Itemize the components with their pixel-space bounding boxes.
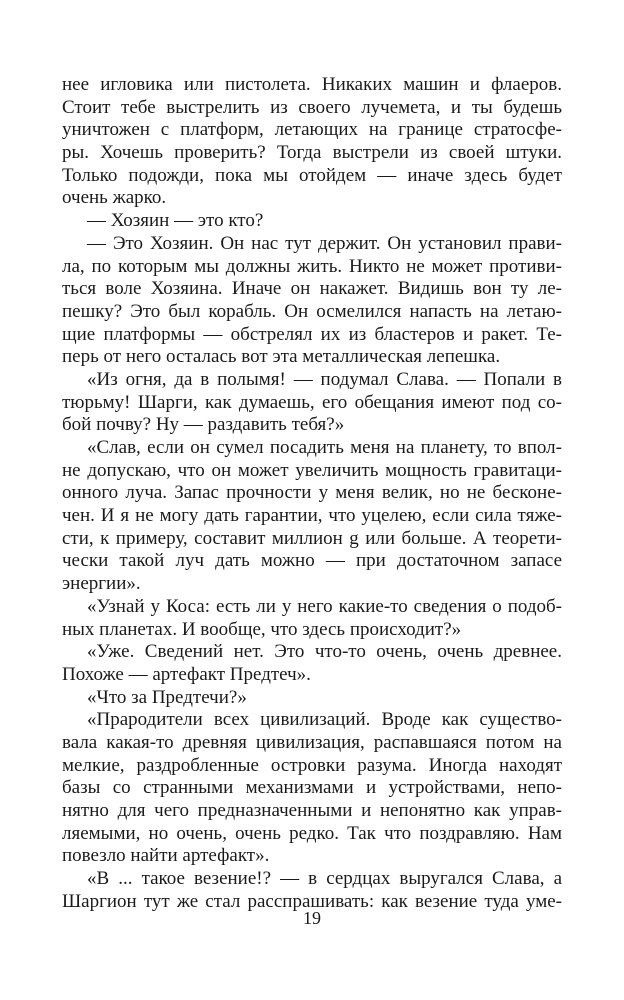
text-line: бой почву? Ну — раздавить тебя?» [62,414,345,436]
text-line: нятно для чего предназначенными и непонятно как управ- [62,800,562,821]
text-line: «Из огня, да в полымя! — подумал Слава. — Попали в [87,368,562,390]
text-line: Шаргион тут же стал расспрашивать: как везение туда уме- [62,890,562,912]
page-number: 19 [303,908,321,928]
text-line: «В ... такое везение!? — в сердцах выругался Слава, а [87,868,562,890]
page-body [62,74,562,913]
text-line: ла, по которым мы должны жить. Никто не может противи- [62,255,562,277]
text-line: — Хозяин — это кто? [87,210,264,232]
text-line: щие платформы — обстрелял их из бластеров и ракет. Те- [62,323,562,345]
text-line: чески такой луч дать можно — при достаточном запасе [62,550,562,572]
text-line: «Уже. Сведений нет. Это что-то очень, очень древнее. [87,641,562,663]
text-line: онного луча. Запас прочности у меня велик, но не бесконе- [62,482,562,504]
text-line: ры. Хочешь проверить? Тогда выстрели из своей штуки. [62,142,562,164]
text-line: ляемыми, но очень, очень редко. Так что поздравляю. Нам [62,822,562,844]
text-line: очень жарко. [62,187,167,209]
text-line: мелкие, раздробленные островки разума. Иногда находят [62,754,562,776]
text-line: чен. И я не могу дать гарантии, что уцелею, если сила тяже- [62,505,562,527]
text-line: не допускаю, что он может увеличить мощность гравитаци- [62,459,562,481]
text-line: уничтожен с платформ, летающих на границе стратосфе- [62,119,562,141]
text-line: тюрьму! Шарги, как думаешь, его обещания имеют под со- [62,391,562,413]
text-line: — Это Хозяин. Он нас тут держит. Он установил прави- [87,232,562,254]
text-line: повезло найти артефакт». [62,845,270,867]
text-line: Только подожди, пока мы отойдем — иначе здесь будет [62,164,562,186]
text-line: ных планетах. И вообще, что здесь происходит?» [62,618,462,640]
text-line: энергии». [62,573,141,595]
text-line: пешку? Это был корабль. Он осмелился напасть на летаю- [62,300,562,322]
text-line: сти, к примеру, составит миллион g или больше. А теорети- [62,527,562,549]
text-line: Похоже — артефакт Предтеч». [62,663,311,685]
text-line: «Слав, если он сумел посадить меня на планету, то впол- [87,437,562,458]
text-line: перь от него осталась вот эта металлическая лепешка. [62,346,501,368]
text-line: вала какая-то древняя цивилизация, распавшаяся потом на [62,731,562,753]
text-line: нее игловика или пистолета. Никаких машин и флаеров. [62,74,562,95]
text-line: «Узнай у Коса: есть ли у него какие-то сведения о подоб- [87,595,562,617]
text-line: базы со странными механизмами и устройствами, непо- [62,777,562,799]
text-line: «Прародители всех цивилизаций. Вроде как существо- [87,709,562,731]
text-line: Стоит тебе выстрелить из своего лучемета, и ты будешь [62,96,562,118]
text-line: ться воле Хозяина. Иначе он накажет. Видишь вон ту ле- [62,278,562,300]
text-line: «Что за Предтечи?» [87,686,247,708]
